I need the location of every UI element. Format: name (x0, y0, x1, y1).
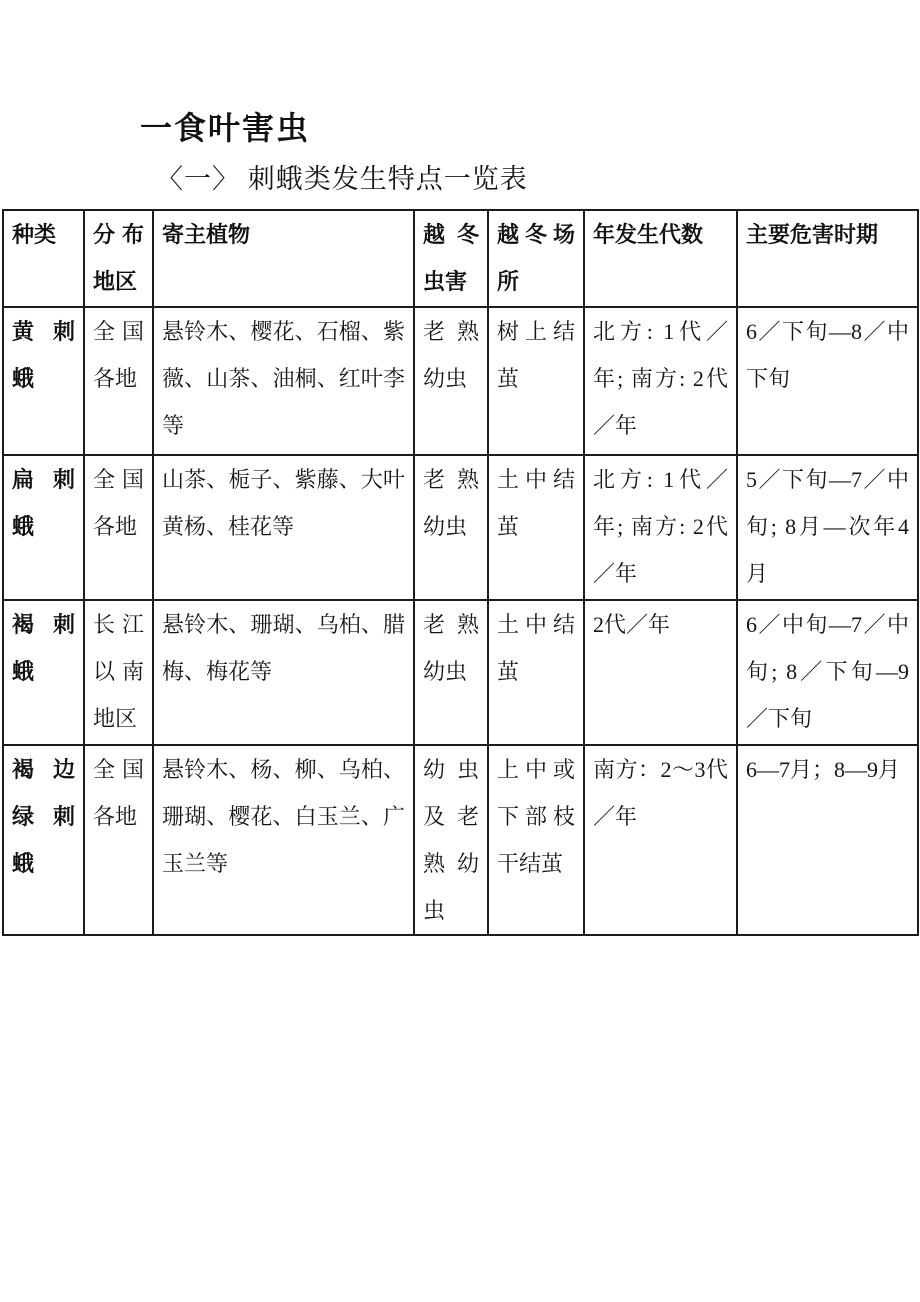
table-header-row (3, 210, 918, 307)
table-row (3, 600, 918, 745)
cell-species: 黄刺蛾 (3, 307, 84, 455)
cell-overwinter-stage: 幼虫及老熟幼虫 (414, 745, 488, 935)
cell-generations: 北方: 1代／年; 南方: 2代／年 (584, 307, 737, 455)
cell-host-plants: 山茶、栀子、紫藤、大叶黄杨、桂花等 (153, 455, 414, 600)
cell-region: 全国各地 (84, 745, 153, 935)
cell-overwinter-site: 上中或下部枝干结茧 (488, 745, 584, 935)
cell-host-plants: 悬铃木、珊瑚、乌柏、腊梅、梅花等 (153, 600, 414, 745)
cell-species: 褐边绿刺蛾 (3, 745, 84, 935)
cell-damage-period: 5／下旬—7／中旬; 8月—次年4月 (737, 455, 918, 600)
cell-overwinter-site: 树上结茧 (488, 307, 584, 455)
cell-generations: 北方: 1代／年; 南方: 2代／年 (584, 455, 737, 600)
column-header-species: 种类 (3, 210, 84, 307)
cell-region: 长江以南地区 (84, 600, 153, 745)
table-row (3, 455, 918, 600)
cell-species: 褐刺蛾 (3, 600, 84, 745)
column-header-damage-period: 主要危害时期 (737, 210, 918, 307)
cell-host-plants: 悬铃木、樱花、石榴、紫薇、山茶、油桐、红叶李等 (153, 307, 414, 455)
column-header-generations: 年发生代数 (584, 210, 737, 307)
cell-region: 全国各地 (84, 455, 153, 600)
table-row (3, 745, 918, 935)
cell-overwinter-site: 土中结茧 (488, 600, 584, 745)
page-title: 一食叶害虫 (140, 110, 311, 146)
column-header-overwinter-site: 越冬场所 (488, 210, 584, 307)
cell-generations: 南方：2～3代／年 (584, 745, 737, 935)
pest-table (2, 209, 919, 936)
cell-damage-period: 6／下旬—8／中下旬 (737, 307, 918, 455)
cell-overwinter-stage: 老熟幼虫 (414, 455, 488, 600)
column-header-overwinter-stage: 越冬虫害 (414, 210, 488, 307)
cell-damage-period: 6／中旬—7／中旬; 8／下旬—9／下旬 (737, 600, 918, 745)
cell-damage-period: 6—7月；8—9月 (737, 745, 918, 935)
cell-generations: 2代／年 (584, 600, 737, 745)
page-subtitle: 〈一〉 刺蛾类发生特点一览表 (156, 164, 528, 194)
cell-species: 扁刺蛾 (3, 455, 84, 600)
column-header-host-plants: 寄主植物 (153, 210, 414, 307)
cell-overwinter-site: 土中结茧 (488, 455, 584, 600)
column-header-region: 分布地区 (84, 210, 153, 307)
cell-region: 全国各地 (84, 307, 153, 455)
cell-overwinter-stage: 老熟幼虫 (414, 600, 488, 745)
cell-overwinter-stage: 老熟幼虫 (414, 307, 488, 455)
cell-host-plants: 悬铃木、杨、柳、乌柏、珊瑚、樱花、白玉兰、广玉兰等 (153, 745, 414, 935)
table-row (3, 307, 918, 455)
